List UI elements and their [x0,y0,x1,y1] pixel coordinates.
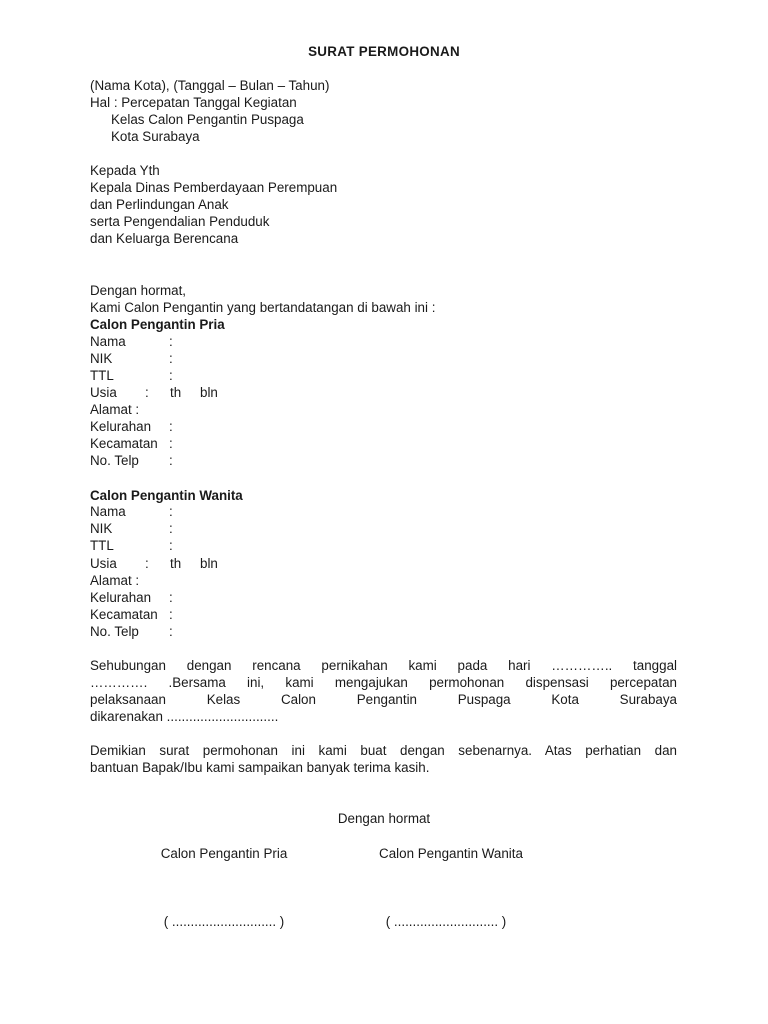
closing-salutation: Dengan hormat [337,811,431,826]
subject-line: Kelas Calon Pengantin Puspaga [111,112,304,127]
bride-signature-title: Calon Pengantin Wanita [379,846,523,861]
bride-alamat-label: Alamat : [90,573,140,588]
colon: : [169,419,173,434]
colon: : [169,436,173,451]
paragraph-line: …………. .Bersama ini, kami mengajukan permohonan dispensasi percepatan [90,675,677,690]
greeting: Dengan hormat, [90,283,187,298]
colon: : [169,368,173,383]
groom-signature-line: ( ............................ ) [163,914,285,929]
colon: : [169,453,173,468]
letter-title: SURAT PERMOHONAN [308,44,460,59]
groom-kecamatan-label: Kecamatan [90,436,158,451]
groom-alamat-label: Alamat : [90,402,140,417]
bride-nik-label: NIK [90,521,113,536]
groom-kelurahan-label: Kelurahan [90,419,152,434]
paragraph-line: dikarenakan .............................. [90,709,279,724]
paragraph-line: pelaksanaan Kelas Calon Pengantin Puspaga Kota Surabaya [90,692,677,707]
subject-line: Kota Surabaya [111,129,200,144]
colon: : [169,504,173,519]
colon: : [169,538,173,553]
colon: : [145,385,149,400]
groom-ttl-label: TTL [90,368,114,383]
bride-kelurahan-label: Kelurahan [90,590,152,605]
recipient-line: Kepala Dinas Pemberdayaan Perempuan [90,180,338,195]
groom-signature-title: Calon Pengantin Pria [160,846,288,861]
groom-heading: Calon Pengantin Pria [90,317,225,332]
request-paragraph [90,657,677,725]
recipient-line: Kepada Yth [90,163,160,178]
colon: : [169,351,173,366]
groom-nik-label: NIK [90,351,113,366]
groom-telp-label: No. Telp [90,453,139,468]
bride-th-label: th [170,556,182,571]
bride-nama-label: Nama [90,504,126,519]
colon: : [169,607,173,622]
colon: : [169,521,173,536]
groom-bln-label: bln [200,385,218,400]
subject-line: Hal : Percepatan Tanggal Kegiatan [90,95,297,110]
groom-th-label: th [170,385,182,400]
groom-usia-label: Usia [90,385,117,400]
paragraph-line: Demikian surat permohonan ini kami buat dengan sebenarnya. Atas perhatian dan [90,743,677,758]
bride-bln-label: bln [200,556,218,571]
bride-usia-label: Usia [90,556,117,571]
intro-text: Kami Calon Pengantin yang bertandatangan di bawah ini : [90,300,436,315]
place-date: (Nama Kota), (Tanggal – Bulan – Tahun) [90,78,330,93]
bride-heading: Calon Pengantin Wanita [90,488,243,503]
closing-paragraph [90,742,677,776]
paragraph-line: bantuan Bapak/Ibu kami sampaikan banyak terima kasih. [90,760,430,775]
colon: : [169,624,173,639]
paragraph-line: Sehubungan dengan rencana pernikahan kami pada hari ………….. tanggal [90,658,677,673]
colon: : [145,556,149,571]
colon: : [169,334,173,349]
recipient-line: dan Keluarga Berencana [90,231,239,246]
colon: : [169,590,173,605]
bride-signature-line: ( ............................ ) [385,914,507,929]
bride-telp-label: No. Telp [90,624,139,639]
bride-ttl-label: TTL [90,538,114,553]
bride-kecamatan-label: Kecamatan [90,607,158,622]
recipient-line: dan Perlindungan Anak [90,197,229,212]
groom-nama-label: Nama [90,334,126,349]
recipient-line: serta Pengendalian Penduduk [90,214,270,229]
